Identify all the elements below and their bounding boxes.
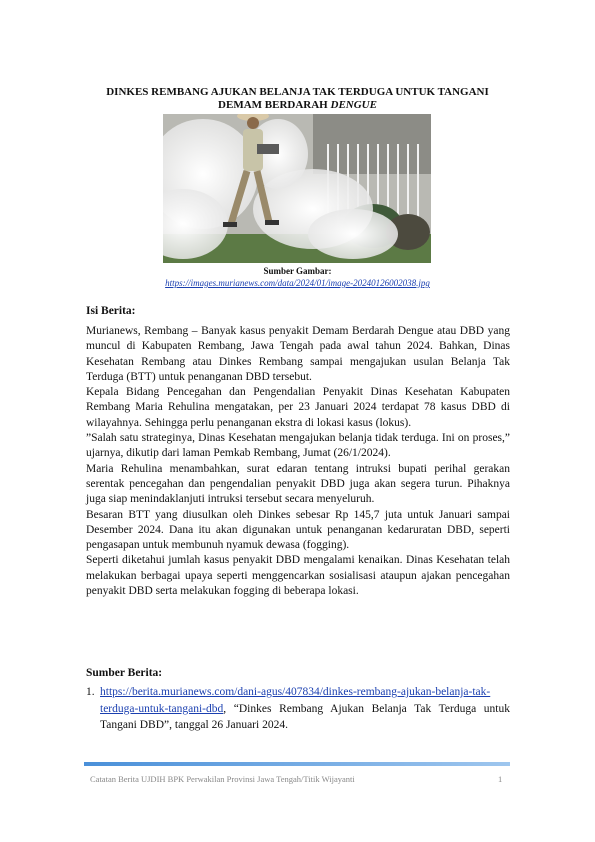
image-caption-label: Sumber Gambar: bbox=[263, 266, 332, 276]
article-body bbox=[86, 324, 510, 599]
title-line-2: DEMAM BERDARAH DENGUE bbox=[218, 99, 377, 111]
paragraph: Maria Rehulina menambahkan, surat edaran tentang intruksi bupati perihal gerakan serentak pencegahan dan pengendalian penyakit DBD juga akan segera turun. Pihaknya juga siap menindaklanjuti intruksi tersebut secara menyeluruh. bbox=[86, 462, 510, 506]
source-number: 1. bbox=[86, 686, 95, 698]
source-item bbox=[86, 684, 510, 734]
paragraph: Murianews, Rembang – Banyak kasus penyakit Demam Berdarah Dengue atau DBD yang muncul di Kabupaten Rembang, Jawa Tengah pada awal tahun 2024. Bahkan, Dinas Kesehatan Rembang atau Dinkes Rembang sampai mengajukan usulan Belanja Tak Terduga (BTT) untuk penanganan DBD tersebut. bbox=[86, 325, 510, 383]
fogging-photo-illustration bbox=[163, 114, 431, 263]
source-text: https://berita.murianews.com/dani-agus/407834/dinkes-rembang-ajukan-belanja-tak-terduga-untuk-tangani-dbd, “Dinkes Rembang Ajukan Belanja Tak Terduga untuk Tangani DBD”, tanggal 26 Januari 2024. bbox=[100, 686, 510, 731]
content-heading: Isi Berita: bbox=[86, 305, 136, 317]
paragraph: Kepala Bidang Pencegahan dan Pengendalian Penyakit Dinas Kesehatan Kabupaten Rembang Maria Rehulina mengatakan, per 23 Januari 2024 terdapat 78 kasus DBD di wilayahnya. Sehingga perlu penanganan ekstra di lokasi kasus (lokus). bbox=[86, 386, 510, 429]
paragraph: ”Salah satu strateginya, Dinas Kesehatan mengajukan belanja tidak terduga. Ini on proses,” ujarnya, dikutip dari laman Pemkab Rembang, Jumat (26/1/2024). bbox=[86, 432, 510, 460]
footer-divider bbox=[84, 762, 510, 766]
image-source-link[interactable]: https://images.murianews.com/data/2024/01/image-20240126002038.jpg bbox=[165, 278, 430, 288]
sources-heading: Sumber Berita: bbox=[86, 667, 163, 679]
paragraph: Besaran BTT yang diusulkan oleh Dinkes sebesar Rp 145,7 juta untuk Januari sampai Desember 2024. Dana itu akan digunakan untuk penanganan kedaruratan DBD, seperti pengasapan untuk membunuh nyamuk dewasa (fogging). bbox=[86, 508, 510, 552]
footer-text: Catatan Berita UJDIH BPK Perwakilan Provinsi Jawa Tengah/Titik Wijayanti bbox=[90, 774, 355, 784]
title-emphasis: DENGUE bbox=[330, 99, 377, 111]
paragraph: Seperti diketahui jumlah kasus penyakit DBD mengalami kenaikan. Dinas Kesehatan telah melakukan berbagai upaya seperti menggencarkan sosialisasi ataupun ajakan pencegahan penyakit DBD serta melakukan fogging di beberapa lokasi. bbox=[86, 554, 510, 598]
source-link[interactable]: https://berita.murianews.com/dani-agus/407834/dinkes-rembang-ajukan-belanja-tak-terduga-untuk-tangani-dbd bbox=[100, 686, 491, 715]
fogging-photo bbox=[163, 114, 431, 263]
sources-list bbox=[86, 684, 510, 734]
title-line-1: DINKES REMBANG AJUKAN BELANJA TAK TERDUGA UNTUK TANGANI bbox=[106, 86, 489, 98]
article-title bbox=[60, 86, 535, 112]
page-number: 1 bbox=[498, 774, 503, 784]
